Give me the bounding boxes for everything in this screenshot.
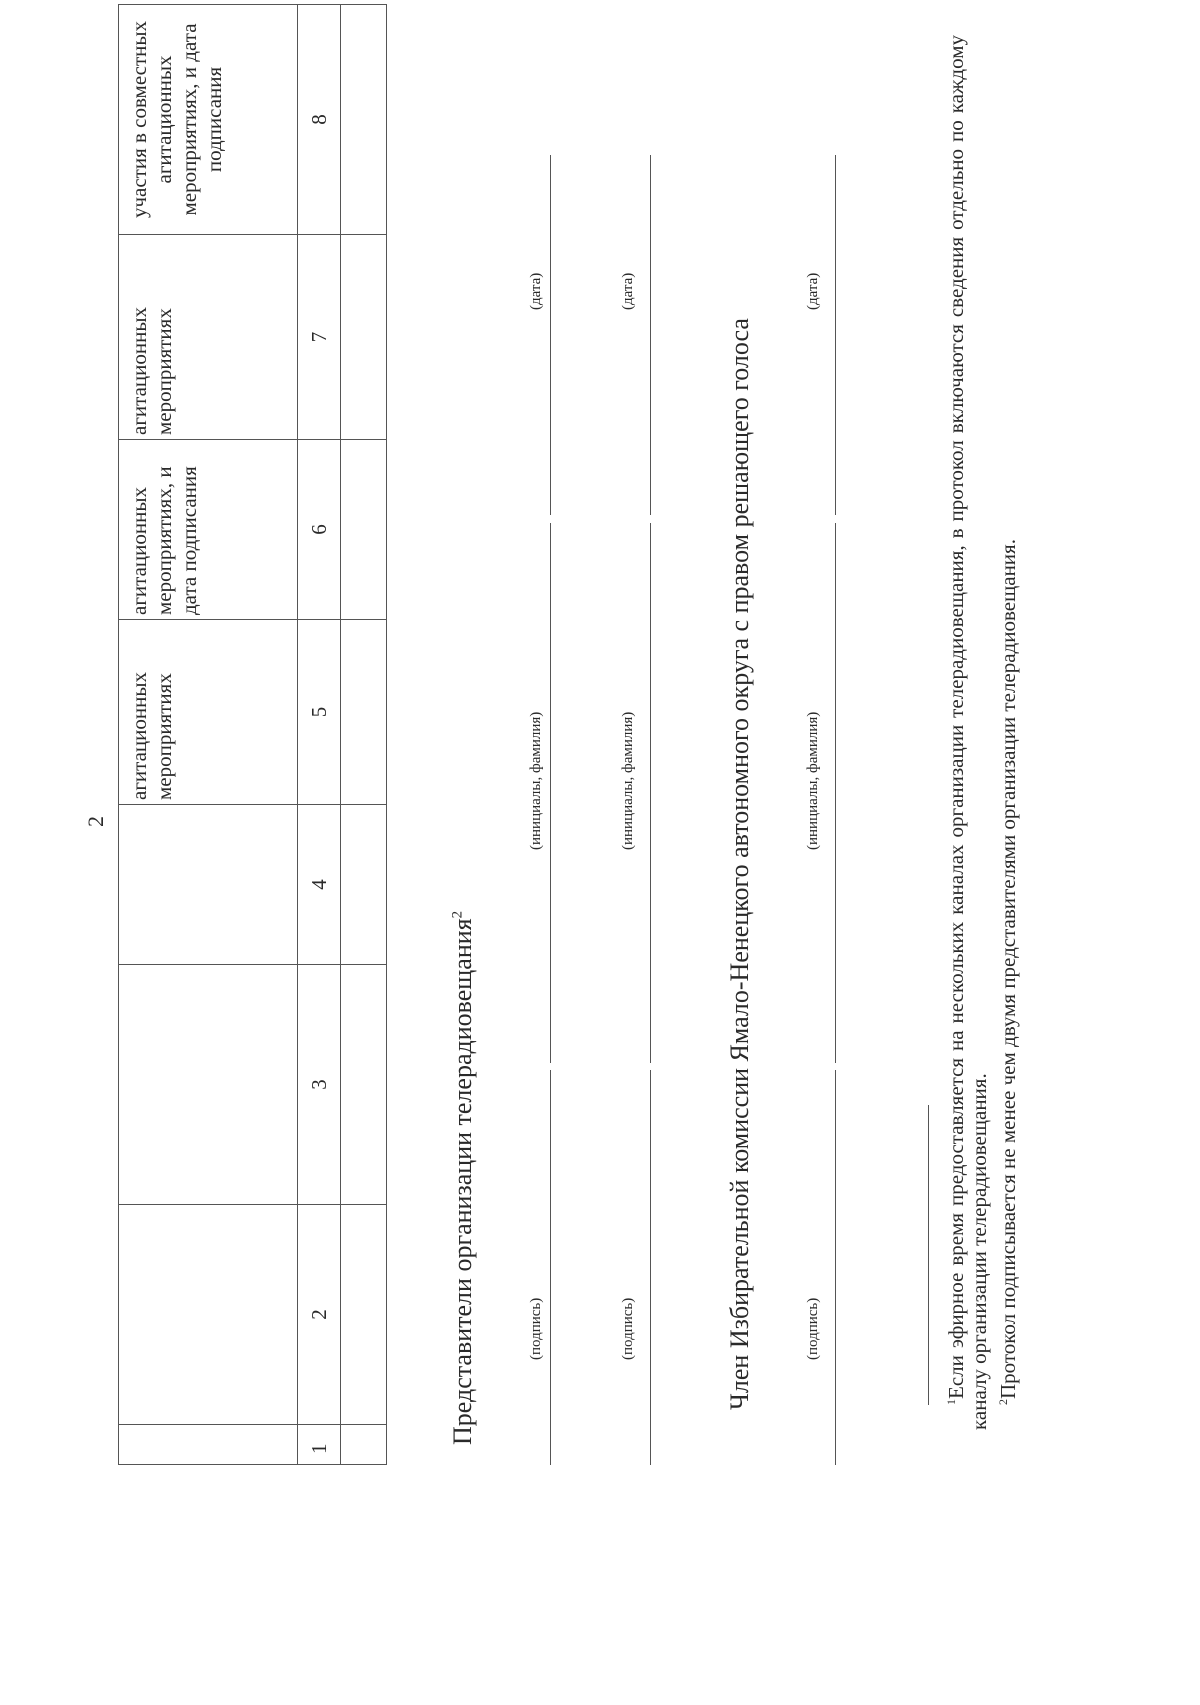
column-number: 6 [298,440,341,620]
header-cell: участия в совместных агитационных мероприятиях, и дата подписания [119,5,298,235]
table-header-row [119,5,298,1465]
date-line [550,155,551,515]
date-caption: (дата) [805,272,821,310]
column-number-row [298,5,341,1465]
name-caption: (инициалы, фамилия) [528,711,544,850]
name-caption: (инициалы, фамилия) [620,711,636,850]
footnote-marker: 1 [944,1399,958,1405]
broadcasters-title-text: Представители организации телерадиовещания [448,918,477,1445]
footnote-marker: 2 [996,1399,1010,1405]
date-line [650,155,651,515]
signature-line [550,1070,551,1465]
page-number: 2 [83,816,108,827]
name-line [650,523,651,1063]
table-cell [341,1425,387,1465]
footnote-ref: 2 [449,910,466,919]
table-cell [341,5,387,235]
date-line [835,155,836,515]
header-cell: агитационных мероприятиях [119,235,298,440]
column-number: 3 [298,965,341,1205]
table-cell [341,235,387,440]
header-cell [119,1425,298,1465]
table-row [341,5,387,1465]
footnote-separator [928,1105,929,1405]
commission-member-title: Член Избирательной комиссии Ямало-Ненецкого автономного округа с правом решающего голоса [725,318,754,1410]
table-cell [341,965,387,1205]
signature-line [835,1070,836,1465]
footnote-text: Протокол подписывается не менее чем двумя представителями организации телерадиовещания. [996,539,1020,1399]
name-caption: (инициалы, фамилия) [805,711,821,850]
table-cell [341,620,387,805]
table-cell [341,440,387,620]
header-cell [119,965,298,1205]
header-cell: агитационных мероприятиях [119,620,298,805]
signature-caption: (подпись) [805,1297,821,1360]
column-number: 2 [298,1205,341,1425]
table-cell [341,805,387,965]
signature-caption: (подпись) [528,1297,544,1360]
table-cell [341,1205,387,1425]
footnote-1 [940,35,991,1430]
footnote-2 [992,35,1020,1405]
header-cell [119,805,298,965]
signature-line [650,1070,651,1465]
name-line [835,523,836,1063]
signature-caption: (подпись) [620,1297,636,1360]
column-number: 1 [298,1425,341,1465]
date-caption: (дата) [620,272,636,310]
broadcasters-title [448,911,478,1445]
footnote-text: Если эфирное время предоставляется на нескольких каналах организации телерадиовещания, в протокол включаются сведения отдельно по каждому каналу организации телерадиовещания. [944,35,991,1430]
protocol-table [118,4,387,1465]
column-number: 8 [298,5,341,235]
column-number: 4 [298,805,341,965]
column-number: 5 [298,620,341,805]
column-number: 7 [298,235,341,440]
date-caption: (дата) [528,272,544,310]
header-cell: агитационных мероприятиях, и дата подписания [119,440,298,620]
name-line [550,523,551,1063]
header-cell [119,1205,298,1425]
